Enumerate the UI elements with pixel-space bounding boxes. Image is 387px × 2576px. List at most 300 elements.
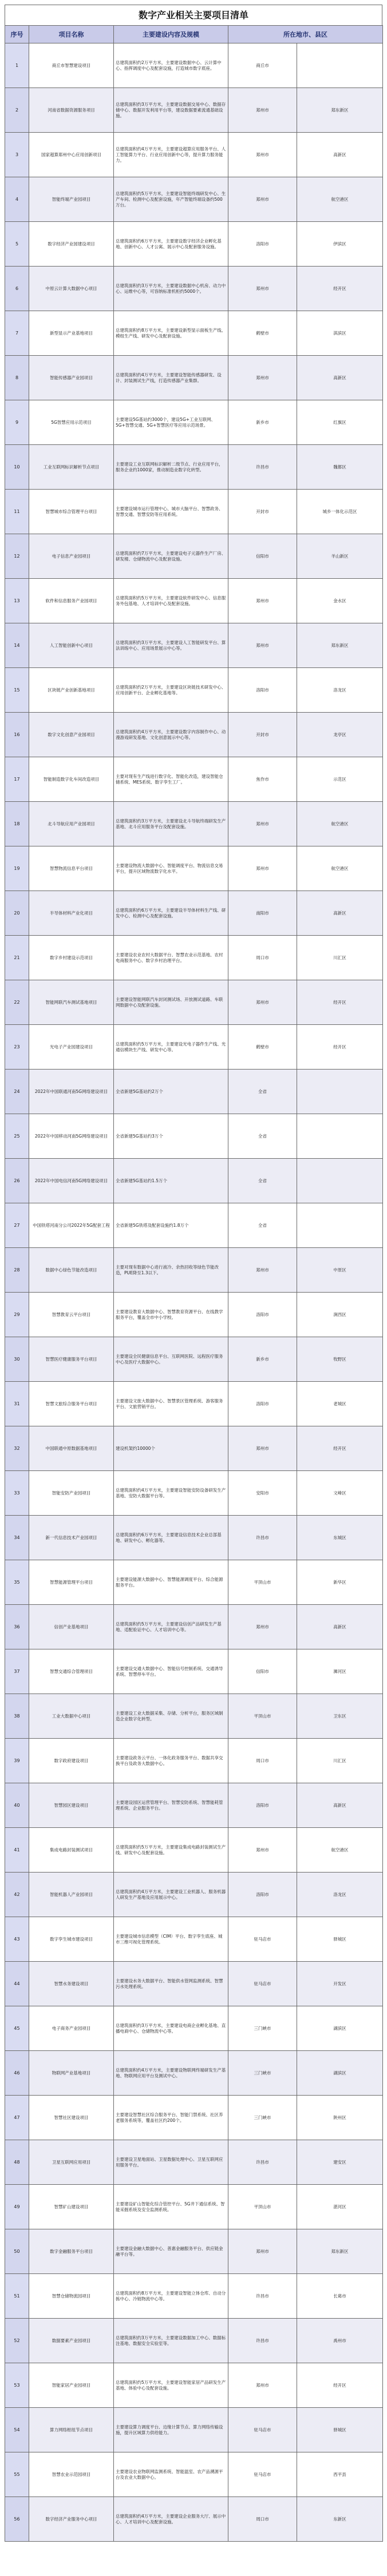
table-row xyxy=(5,43,383,88)
cell-no: 10 xyxy=(5,445,29,490)
cell-no: 12 xyxy=(5,534,29,579)
cell-project-name: 2022年中国移动河南5G网络建设项目 xyxy=(29,1114,114,1159)
table-row xyxy=(5,1337,383,1382)
cell-area: 航空港区 xyxy=(297,802,383,846)
cell-area: 红旗区 xyxy=(297,400,383,445)
table-row xyxy=(5,846,383,891)
table-row xyxy=(5,2006,383,2051)
cell-area: 长葛市 xyxy=(297,2274,383,2319)
table-row xyxy=(5,2140,383,2185)
table-row xyxy=(5,713,383,757)
cell-no: 42 xyxy=(5,1873,29,1917)
cell-content: 全省新建5G铁塔及配套设施约1.8万个 xyxy=(114,1203,228,1248)
table-row xyxy=(5,936,383,980)
cell-content: 总建筑面积约5万平方米，主要建设智能家居产品研发生产基地、体验中心及配套设施。 xyxy=(114,2363,228,2408)
cell-no: 1 xyxy=(5,43,29,88)
cell-no: 29 xyxy=(5,1293,29,1337)
cell-area: 文峰区 xyxy=(297,1471,383,1516)
cell-project-name: 国家超算郑州中心应用创新项目 xyxy=(29,133,114,177)
cell-area: 航空港区 xyxy=(297,1828,383,1873)
cell-area: 淇滨区 xyxy=(297,311,383,356)
cell-project-name: 数字政府建设项目 xyxy=(29,1739,114,1783)
cell-no: 47 xyxy=(5,2096,29,2140)
cell-area xyxy=(297,1203,383,1248)
cell-project-name: 智慧水务建设项目 xyxy=(29,1962,114,2006)
cell-content: 总建筑面积约8万平方米，主要建设智能立体仓库、自动分拣中心、冷链物流中心等。 xyxy=(114,2274,228,2319)
cell-no: 35 xyxy=(5,1560,29,1605)
table-row xyxy=(5,267,383,311)
cell-project-name: 智慧城市综合管理平台项目 xyxy=(29,490,114,534)
cell-content: 总建筑面积约7万平方米，主要建设电子元器件生产厂房、研发楼、仓储物流中心及配套设施。 xyxy=(114,534,228,579)
document-title: 数字产业相关主要项目清单 xyxy=(5,5,382,25)
header-no: 序号 xyxy=(5,26,29,43)
cell-area: 高新区 xyxy=(297,356,383,400)
table-row xyxy=(5,1649,383,1694)
cell-city: 郑州市 xyxy=(228,267,297,311)
table-row xyxy=(5,1248,383,1293)
cell-city: 平顶山市 xyxy=(228,1694,297,1739)
cell-content: 总建筑面积约4万平方米，主要建设企业服务大厅、展示中心、人才培训中心及配套设施。 xyxy=(114,2497,228,2542)
cell-area: 龙亭区 xyxy=(297,713,383,757)
cell-area: 卫东区 xyxy=(297,1694,383,1739)
cell-no: 33 xyxy=(5,1471,29,1516)
table-row xyxy=(5,1426,383,1471)
cell-area: 西平县 xyxy=(297,2452,383,2497)
table-row xyxy=(5,891,383,936)
cell-project-name: 电子信息产业园项目 xyxy=(29,534,114,579)
cell-project-name: 信创产业基地项目 xyxy=(29,1605,114,1649)
table-row xyxy=(5,133,383,177)
cell-project-name: 5G智慧应用示范项目 xyxy=(29,400,114,445)
cell-content: 主要建设农业农村大数据平台、智慧农业示范基地、农村电商服务中心、数字乡村治理平台。 xyxy=(114,936,228,980)
cell-city: 洛阳市 xyxy=(228,222,297,267)
cell-area: 牧野区 xyxy=(297,1337,383,1382)
cell-project-name: 数字孪生城市建设项目 xyxy=(29,1917,114,1962)
table-row xyxy=(5,534,383,579)
cell-no: 4 xyxy=(5,177,29,222)
cell-no: 34 xyxy=(5,1516,29,1560)
cell-content: 总建筑面积约4万平方米，主要建设物联网终端研发生产基地、物联网应用平台及测试中心。 xyxy=(114,2051,228,2096)
cell-area: 湖滨区 xyxy=(297,2006,383,2051)
cell-project-name: 智慧交通综合管理项目 xyxy=(29,1649,114,1694)
cell-area xyxy=(297,43,383,88)
cell-city: 信阳市 xyxy=(228,534,297,579)
cell-city: 郑州市 xyxy=(228,1248,297,1293)
cell-city: 许昌市 xyxy=(228,445,297,490)
cell-area: 高新区 xyxy=(297,891,383,936)
table-row xyxy=(5,356,383,400)
cell-content: 主要对现有生产线进行数字化、智能化改造，建设智能仓储系统、MES系统、数字孪生工厂。 xyxy=(114,757,228,802)
table-row xyxy=(5,2185,383,2229)
cell-no: 13 xyxy=(5,579,29,623)
cell-no: 46 xyxy=(5,2051,29,2096)
table-row xyxy=(5,623,383,668)
cell-no: 9 xyxy=(5,400,29,445)
cell-area: 驿城区 xyxy=(297,1917,383,1962)
cell-no: 11 xyxy=(5,490,29,534)
cell-city: 郑州市 xyxy=(228,88,297,133)
table-row xyxy=(5,177,383,222)
table-row xyxy=(5,1293,383,1337)
cell-content: 主要建设农业物联网监测系统、智能温室、农产品溯源平台及农业大数据中心。 xyxy=(114,2452,228,2497)
cell-project-name: 数字乡村建设示范项目 xyxy=(29,936,114,980)
table-row xyxy=(5,757,383,802)
cell-area: 高新区 xyxy=(297,1783,383,1828)
cell-area: 高新区 xyxy=(297,1605,383,1649)
table-row xyxy=(5,1382,383,1426)
cell-project-name: 半导体材料产业化项目 xyxy=(29,891,114,936)
cell-area: 禹州市 xyxy=(297,2319,383,2363)
cell-project-name: 软件和信息服务产业园项目 xyxy=(29,579,114,623)
cell-project-name: 数字经济产业服务中心项目 xyxy=(29,2497,114,2542)
cell-area: 魏都区 xyxy=(297,445,383,490)
cell-no: 31 xyxy=(5,1382,29,1426)
cell-city: 郑州市 xyxy=(228,2229,297,2274)
cell-area: 经开区 xyxy=(297,980,383,1025)
cell-project-name: 物联网产业基地项目 xyxy=(29,2051,114,2096)
cell-city: 许昌市 xyxy=(228,2274,297,2319)
cell-no: 23 xyxy=(5,1025,29,1070)
cell-area: 浉河区 xyxy=(297,1649,383,1694)
cell-city: 平顶山市 xyxy=(228,2185,297,2229)
cell-project-name: 数字金融服务平台项目 xyxy=(29,2229,114,2274)
cell-city: 洛阳市 xyxy=(228,1382,297,1426)
cell-project-name: 智能家居产业园项目 xyxy=(29,2363,114,2408)
cell-city: 驻马店市 xyxy=(228,1917,297,1962)
cell-no: 53 xyxy=(5,2363,29,2408)
cell-project-name: 智能网联汽车测试基地项目 xyxy=(29,980,114,1025)
cell-project-name: 智能安防产业园项目 xyxy=(29,1471,114,1516)
cell-area: 示范区 xyxy=(297,757,383,802)
cell-content: 主要建设矿山智能化综合管控平台、5G井下通信系统、智能采掘系统及安全监测系统。 xyxy=(114,2185,228,2229)
cell-no: 3 xyxy=(5,133,29,177)
cell-content: 主要建设城市运行管理中心、城市大脑平台、智慧政务、智慧交通、智慧安防等应用系统。 xyxy=(114,490,228,534)
cell-content: 主要建设能源大数据中心、智慧能源调度平台、综合能源服务平台。 xyxy=(114,1560,228,1605)
cell-city: 洛阳市 xyxy=(228,668,297,713)
cell-no: 55 xyxy=(5,2452,29,2497)
cell-no: 8 xyxy=(5,356,29,400)
cell-project-name: 智慧农业示范园项目 xyxy=(29,2452,114,2497)
cell-content: 总建筑面积约5万平方米，主要建设智能终端研发中心、生产车间、检测中心及配套设施，年产智能终端设备约500万台。 xyxy=(114,177,228,222)
cell-content: 总建筑面积约3万平方米，主要建设数据中心机房、动力中心、运维中心等，可容纳标准机柜约5000个。 xyxy=(114,267,228,311)
cell-content: 总建筑面积约4万平方米，主要建设工业机器人、服务机器人研发生产基地及应用展示中心。 xyxy=(114,1873,228,1917)
table-row xyxy=(5,2229,383,2274)
cell-area: 川汇区 xyxy=(297,936,383,980)
cell-city: 郑州市 xyxy=(228,980,297,1025)
table-row xyxy=(5,2096,383,2140)
cell-no: 17 xyxy=(5,757,29,802)
cell-area: 经开区 xyxy=(297,1426,383,1471)
cell-content: 主要建设园区运营管理平台、智慧安防系统、智慧能耗管理系统、企业服务平台。 xyxy=(114,1783,228,1828)
cell-content: 总建筑面积约4万平方米，主要建设智能安防设备研发生产基地、安防大数据平台等。 xyxy=(114,1471,228,1516)
cell-content: 总建筑面积约3万平方米，主要建设数据交易中心、数据存储中心、数据开发利用平台等，建设数据要素流通基础设施。 xyxy=(114,88,228,133)
header-name: 项目名称 xyxy=(29,26,114,43)
cell-project-name: 商丘市智慧建设项目 xyxy=(29,43,114,88)
cell-content: 总建筑面积约4万平方米，主要建设超算应用服务平台、人工智能算力平台、行业应用创新中心等，提升算力服务能力。 xyxy=(114,133,228,177)
table-row xyxy=(5,2497,383,2542)
cell-content: 主要建设城市信息模型（CIM）平台、数字孪生底座、城市三维可视化管理系统。 xyxy=(114,1917,228,1962)
cell-project-name: 智慧文旅综合服务平台项目 xyxy=(29,1382,114,1426)
cell-project-name: 智能传感器产业园项目 xyxy=(29,356,114,400)
cell-content: 主要建设文旅大数据中心、智慧景区管理系统、游客服务平台、文旅营销平台。 xyxy=(114,1382,228,1426)
table-row xyxy=(5,1159,383,1203)
cell-area: 陕州区 xyxy=(297,2096,383,2140)
cell-no: 36 xyxy=(5,1605,29,1649)
table-row xyxy=(5,400,383,445)
cell-content: 主要建设物流大数据中心、智能调度平台、物流信息交易平台，提升区域物流数字化水平。 xyxy=(114,846,228,891)
cell-no: 26 xyxy=(5,1159,29,1203)
project-table xyxy=(5,25,383,2542)
cell-content: 建设机架约10000个 xyxy=(114,1426,228,1471)
cell-city: 洛阳市 xyxy=(228,1783,297,1828)
cell-city: 鹤壁市 xyxy=(228,1025,297,1070)
table-row xyxy=(5,2363,383,2408)
cell-content: 总建筑面积约6万平方米，主要建设数字经济企业孵化基地、创新中心、人才公寓、展示中心及配套服务设施。 xyxy=(114,222,228,267)
cell-no: 27 xyxy=(5,1203,29,1248)
cell-no: 49 xyxy=(5,2185,29,2229)
cell-content: 总建筑面积约3万平方米，主要建设数据加工中心、数据标注基地、数据安全实验室等。 xyxy=(114,2319,228,2363)
cell-area: 羊山新区 xyxy=(297,534,383,579)
cell-content: 总建筑面积约6万平方米，主要建设信息技术企业总部基地、研发中心、孵化器等。 xyxy=(114,1516,228,1560)
header-location: 所在地市、县区 xyxy=(228,26,383,43)
cell-city: 新乡市 xyxy=(228,1337,297,1382)
cell-content: 总建筑面积约2万平方米，主要建设数据中心、云计算中心、指挥调度中心及配套设施，打造城市数字底座。 xyxy=(114,43,228,88)
cell-project-name: 集成电路封装测试项目 xyxy=(29,1828,114,1873)
cell-no: 44 xyxy=(5,1962,29,2006)
cell-area: 东城区 xyxy=(297,1516,383,1560)
cell-project-name: 电子商务产业园项目 xyxy=(29,2006,114,2051)
cell-city: 平顶山市 xyxy=(228,1560,297,1605)
cell-area: 开发区 xyxy=(297,1962,383,2006)
cell-no: 25 xyxy=(5,1114,29,1159)
cell-project-name: 数字文化创意产业园项目 xyxy=(29,713,114,757)
table-row xyxy=(5,490,383,534)
cell-area: 高新区 xyxy=(297,133,383,177)
cell-no: 38 xyxy=(5,1694,29,1739)
cell-project-name: 工业大数据中心项目 xyxy=(29,1694,114,1739)
table-row xyxy=(5,311,383,356)
cell-city: 全省 xyxy=(228,1070,297,1114)
cell-city: 周口市 xyxy=(228,936,297,980)
cell-content: 总建筑面积约4万平方米，主要建设智能传感器研发、设计、封装测试生产线，打造传感器产业集群。 xyxy=(114,356,228,400)
table-row xyxy=(5,2408,383,2452)
cell-city: 许昌市 xyxy=(228,1516,297,1560)
cell-no: 39 xyxy=(5,1739,29,1783)
cell-area: 经开区 xyxy=(297,267,383,311)
cell-content: 总建筑面积约2万平方米，主要建设区块链技术研发中心、应用创新平台、企业孵化基地等。 xyxy=(114,668,228,713)
cell-area: 郑东新区 xyxy=(297,623,383,668)
table-row xyxy=(5,88,383,133)
table-row xyxy=(5,1070,383,1114)
cell-city: 商丘市 xyxy=(228,43,297,88)
cell-area: 金水区 xyxy=(297,579,383,623)
cell-content: 总建筑面积约8万平方米，主要建设新型显示面板生产线、模组生产线、研发中心及配套设施。 xyxy=(114,311,228,356)
table-row xyxy=(5,1203,383,1248)
cell-area: 中原区 xyxy=(297,1248,383,1293)
cell-area: 湛河区 xyxy=(297,2185,383,2229)
cell-city: 郑州市 xyxy=(228,1828,297,1873)
cell-no: 6 xyxy=(5,267,29,311)
cell-content: 主要建设5G基站约3000个，建设5G+工业互联网、5G+智慧交通、5G+智慧医疗等应用示范场景。 xyxy=(114,400,228,445)
cell-project-name: 算力网络枢纽节点项目 xyxy=(29,2408,114,2452)
cell-area: 川汇区 xyxy=(297,1739,383,1783)
cell-city: 三门峡市 xyxy=(228,2051,297,2096)
cell-project-name: 智能制造数字化车间改造项目 xyxy=(29,757,114,802)
cell-project-name: 数据中心绿色节能改造项目 xyxy=(29,1248,114,1293)
cell-city: 郑州市 xyxy=(228,1426,297,1471)
cell-no: 28 xyxy=(5,1248,29,1293)
cell-no: 45 xyxy=(5,2006,29,2051)
cell-no: 2 xyxy=(5,88,29,133)
cell-no: 51 xyxy=(5,2274,29,2319)
cell-content: 主要建设交通大数据中心、智能信号控制系统、交通诱导系统、智慧停车平台。 xyxy=(114,1649,228,1694)
cell-no: 14 xyxy=(5,623,29,668)
cell-area: 郑东新区 xyxy=(297,88,383,133)
cell-content: 总建筑面积约6万平方米，主要建设半导体材料生产线、研发中心、检测中心及配套设施。 xyxy=(114,891,228,936)
cell-project-name: 智慧社区建设项目 xyxy=(29,2096,114,2140)
cell-city: 安阳市 xyxy=(228,1471,297,1516)
cell-project-name: 中原云计算大数据中心项目 xyxy=(29,267,114,311)
cell-city: 鹤壁市 xyxy=(228,311,297,356)
cell-no: 32 xyxy=(5,1426,29,1471)
cell-area: 新华区 xyxy=(297,1560,383,1605)
cell-content: 主要建设卫星地面站、卫星数据处理中心、卫星互联网应用服务平台。 xyxy=(114,2140,228,2185)
cell-area: 城乡一体化示范区 xyxy=(297,490,383,534)
cell-area: 经开区 xyxy=(297,1025,383,1070)
cell-no: 19 xyxy=(5,846,29,891)
cell-content: 总建筑面积约4万平方米，主要建设数字内容制作中心、动漫游戏研发基地、文化创意展示中心等。 xyxy=(114,713,228,757)
cell-no: 52 xyxy=(5,2319,29,2363)
cell-city: 郑州市 xyxy=(228,133,297,177)
cell-city: 郑州市 xyxy=(228,623,297,668)
cell-no: 24 xyxy=(5,1070,29,1114)
cell-area: 航空港区 xyxy=(297,846,383,891)
cell-no: 37 xyxy=(5,1649,29,1694)
cell-area xyxy=(297,1114,383,1159)
cell-content: 主要建设金融大数据中心、普惠金融服务平台、供应链金融平台等。 xyxy=(114,2229,228,2274)
cell-project-name: 新一代信息技术产业园项目 xyxy=(29,1516,114,1560)
cell-content: 主要建设智慧社区综合服务平台、智能门禁系统、社区养老服务系统等，覆盖社区约200个。 xyxy=(114,2096,228,2140)
cell-no: 7 xyxy=(5,311,29,356)
cell-city: 驻马店市 xyxy=(228,1962,297,2006)
cell-city: 南阳市 xyxy=(228,891,297,936)
cell-area xyxy=(297,1070,383,1114)
cell-city: 全省 xyxy=(228,1159,297,1203)
cell-project-name: 智慧园区建设项目 xyxy=(29,1783,114,1828)
cell-project-name: 智慧能源管理平台项目 xyxy=(29,1560,114,1605)
cell-city: 郑州市 xyxy=(228,356,297,400)
cell-content: 主要建设政务云平台、一体化政务服务平台、数据共享交换平台及政务大数据中心。 xyxy=(114,1739,228,1783)
cell-city: 周口市 xyxy=(228,2497,297,2542)
cell-area: 驿城区 xyxy=(297,2408,383,2452)
table-row xyxy=(5,2051,383,2096)
cell-city: 三门峡市 xyxy=(228,2006,297,2051)
cell-no: 22 xyxy=(5,980,29,1025)
cell-no: 40 xyxy=(5,1783,29,1828)
table-row xyxy=(5,1471,383,1516)
cell-city: 信阳市 xyxy=(228,1649,297,1694)
cell-area: 经开区 xyxy=(297,2363,383,2408)
cell-project-name: 智慧物流信息平台项目 xyxy=(29,846,114,891)
cell-project-name: 工业互联网标识解析节点项目 xyxy=(29,445,114,490)
table-row xyxy=(5,1605,383,1649)
cell-project-name: 智慧矿山建设项目 xyxy=(29,2185,114,2229)
cell-city: 焦作市 xyxy=(228,757,297,802)
cell-project-name: 智慧教育云平台项目 xyxy=(29,1293,114,1337)
cell-project-name: 智慧医疗健康服务平台项目 xyxy=(29,1337,114,1382)
table-header-row xyxy=(5,26,383,43)
cell-city: 开封市 xyxy=(228,713,297,757)
cell-content: 全省新建5G基站约1.5万个 xyxy=(114,1159,228,1203)
cell-content: 主要建设算力调度平台、边缘计算节点、算力网络传输设施，提升区域算力供给能力。 xyxy=(114,2408,228,2452)
cell-project-name: 中国联通中原数据基地项目 xyxy=(29,1426,114,1471)
cell-no: 41 xyxy=(5,1828,29,1873)
table-row xyxy=(5,1560,383,1605)
table-row xyxy=(5,980,383,1025)
table-row xyxy=(5,1917,383,1962)
cell-project-name: 智能机器人产业园项目 xyxy=(29,1873,114,1917)
cell-project-name: 数据要素产业园项目 xyxy=(29,2319,114,2363)
cell-project-name: 人工智能创新中心项目 xyxy=(29,623,114,668)
table-row xyxy=(5,1694,383,1739)
cell-area: 湖滨区 xyxy=(297,2051,383,2096)
cell-project-name: 新型显示产业基地项目 xyxy=(29,311,114,356)
table-row xyxy=(5,445,383,490)
cell-city: 洛阳市 xyxy=(228,1873,297,1917)
cell-city: 洛阳市 xyxy=(228,1293,297,1337)
cell-project-name: 2022年中国联通河南5G网络建设项目 xyxy=(29,1070,114,1114)
cell-area: 洛龙区 xyxy=(297,1873,383,1917)
cell-no: 30 xyxy=(5,1337,29,1382)
cell-area: 涧西区 xyxy=(297,1293,383,1337)
cell-content: 主要建设教育大数据中心、智慧教育资源平台、在线教学服务平台，覆盖全市中小学校。 xyxy=(114,1293,228,1337)
cell-city: 许昌市 xyxy=(228,2319,297,2363)
cell-project-name: 卫星互联网应用项目 xyxy=(29,2140,114,2185)
cell-city: 许昌市 xyxy=(228,2140,297,2185)
cell-area: 伊滨区 xyxy=(297,222,383,267)
cell-content: 总建筑面积约5万平方米，主要建设集成电路封装测试生产线、研发中心及配套设施。 xyxy=(114,1828,228,1873)
cell-content: 总建筑面积约5万平方米，主要建设信创产品研发生产基地、适配验证中心、人才培训中心等。 xyxy=(114,1605,228,1649)
cell-project-name: 中国铁塔河南分公司2022年5G配套工程 xyxy=(29,1203,114,1248)
cell-no: 18 xyxy=(5,802,29,846)
cell-area: 洛龙区 xyxy=(297,668,383,713)
cell-city: 全省 xyxy=(228,1203,297,1248)
cell-area: 郑东新区 xyxy=(297,2229,383,2274)
table-row xyxy=(5,802,383,846)
table-row xyxy=(5,1828,383,1873)
cell-project-name: 智能终端产业园项目 xyxy=(29,177,114,222)
table-row xyxy=(5,1962,383,2006)
table-row xyxy=(5,1025,383,1070)
cell-no: 54 xyxy=(5,2408,29,2452)
cell-area: 东新区 xyxy=(297,2497,383,2542)
cell-area: 航空港区 xyxy=(297,177,383,222)
cell-content: 主要建设智能网联汽车封闭测试场、开放测试道路、车联网数据中心及配套设施。 xyxy=(114,980,228,1025)
cell-project-name: 北斗导航应用产业园项目 xyxy=(29,802,114,846)
cell-content: 总建筑面积约3万平方米，主要建设北斗导航终端研发生产基地、北斗应用服务平台及配套设施。 xyxy=(114,802,228,846)
cell-no: 21 xyxy=(5,936,29,980)
cell-city: 开封市 xyxy=(228,490,297,534)
cell-project-name: 河南省数据资源服务项目 xyxy=(29,88,114,133)
cell-content: 总建筑面积约5万平方米，主要建设软件研发中心、信息服务外包基地、人才培训中心及配套设施。 xyxy=(114,579,228,623)
cell-project-name: 数字经济产业园建设项目 xyxy=(29,222,114,267)
table-body xyxy=(5,43,383,2542)
table-row xyxy=(5,668,383,713)
cell-project-name: 区块链产业创新基地项目 xyxy=(29,668,114,713)
table-row xyxy=(5,222,383,267)
cell-area: 建安区 xyxy=(297,2140,383,2185)
cell-area xyxy=(297,1159,383,1203)
